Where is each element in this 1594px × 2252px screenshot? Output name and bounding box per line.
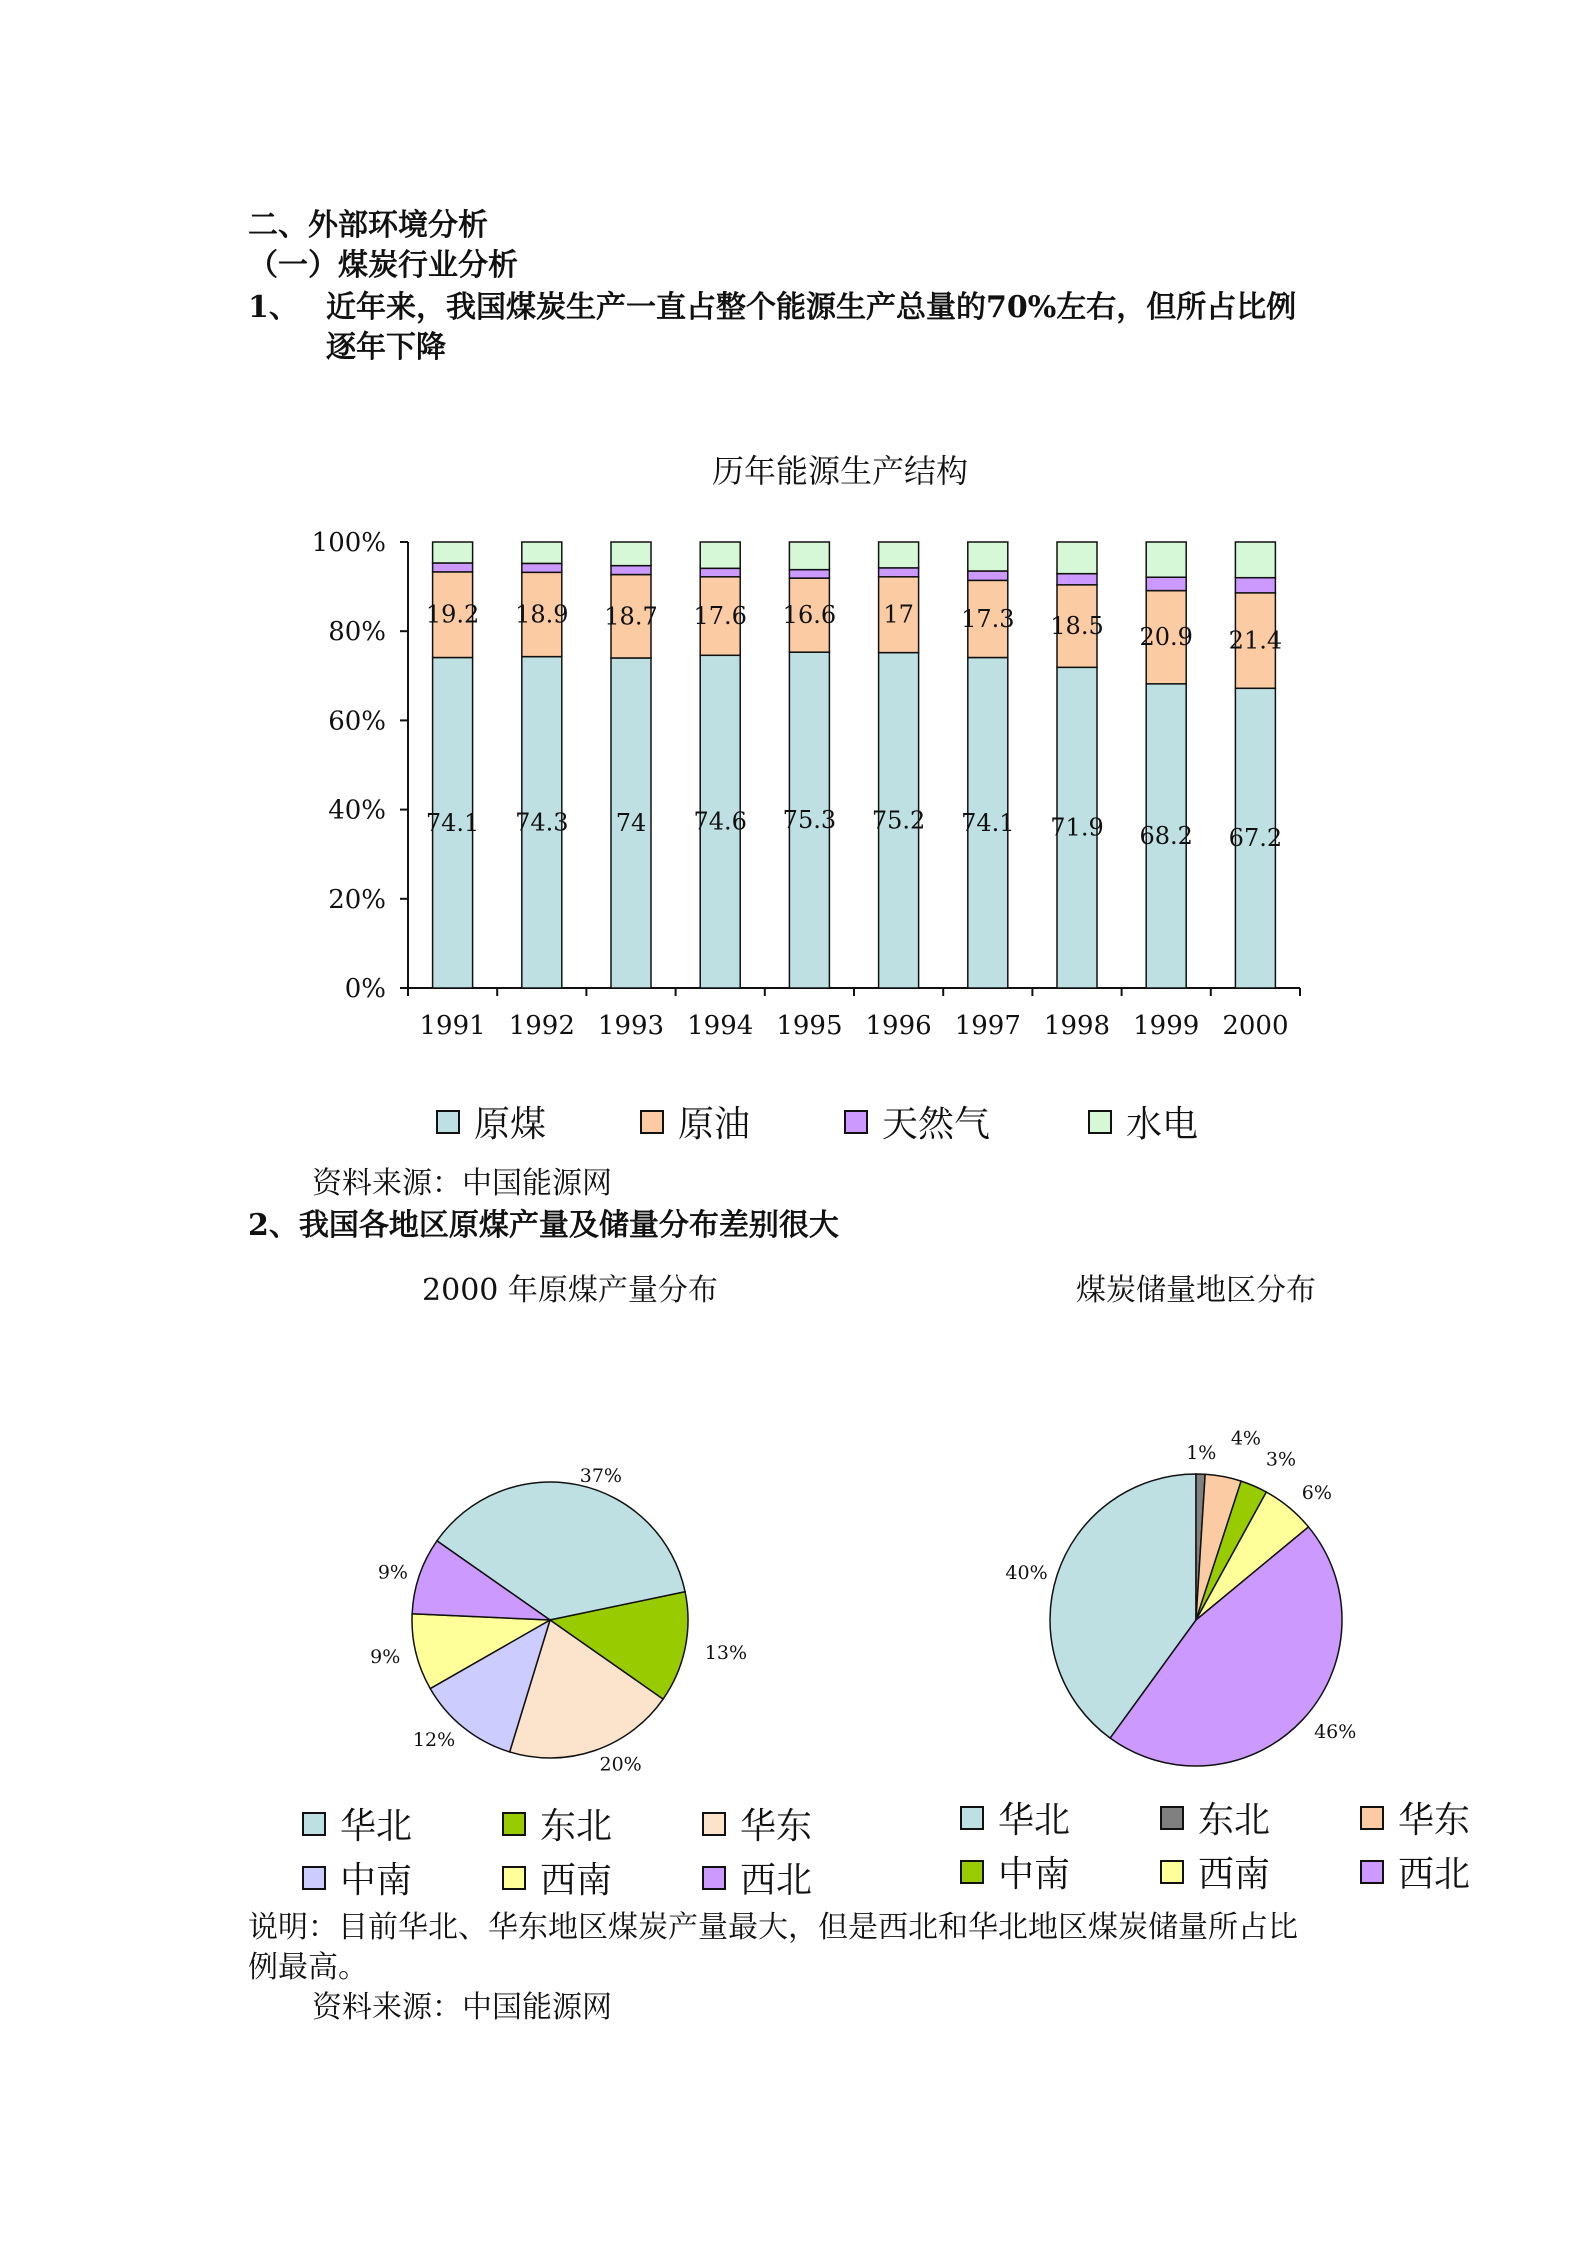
bar-data-label: 18.5 <box>1050 612 1104 641</box>
bar-data-label: 74 <box>615 808 647 837</box>
source-note-2: 资料来源：中国能源网 <box>312 1990 612 2025</box>
pie2-legend-dongbei <box>1160 1792 1270 1843</box>
bar-segment-天然气 <box>433 563 473 572</box>
pie-data-label: 46% <box>1314 1720 1357 1743</box>
legend-swatch-gas <box>844 1110 868 1134</box>
bar-segment-天然气 <box>1235 578 1275 593</box>
pie1-legend-swatch-huadong <box>702 1812 726 1836</box>
bar-segment-水电 <box>611 542 651 566</box>
legend-item-coal <box>436 1096 546 1147</box>
coal-production-pie-chart <box>300 1260 820 1800</box>
bar-segment-水电 <box>1057 542 1097 574</box>
pie1-legend-swatch-xinan <box>502 1866 526 1890</box>
pie-data-label: 4% <box>1230 1427 1262 1450</box>
pie1-legend-swatch-zhongnan <box>302 1866 326 1890</box>
x-tick-label: 1997 <box>954 1011 1021 1041</box>
bar-segment-水电 <box>700 542 740 568</box>
bar-data-label: 74.1 <box>425 808 480 837</box>
pie-data-label: 20% <box>599 1753 642 1776</box>
x-tick-labels <box>420 1011 1289 1041</box>
y-tick-label: 0% <box>344 974 386 1004</box>
pie2-legend-zhongnan <box>960 1846 1070 1897</box>
y-tick-label: 40% <box>328 795 386 826</box>
pie2-legend-label-xibei: 西北 <box>1398 1854 1471 1895</box>
bar-segment-天然气 <box>879 568 919 577</box>
bar-data-label: 16.6 <box>782 601 837 630</box>
pie1-legend-swatch-xibei <box>702 1866 726 1890</box>
x-tick-label: 1999 <box>1133 1011 1200 1041</box>
bar-segment-水电 <box>789 542 829 570</box>
pie2-slices <box>1050 1474 1342 1766</box>
bar-segment-天然气 <box>1146 577 1186 590</box>
note-line1: 说明：目前华北、华东地区煤炭产量最大，但是西北和华北地区煤炭储量所占比 <box>248 1910 1298 1945</box>
pie2-legend-label-huabei: 华北 <box>998 1800 1071 1841</box>
subsection-heading: （一）煤炭行业分析 <box>248 248 518 283</box>
legend-item-hydro <box>1088 1096 1198 1147</box>
pie1-legend-label-xibei: 西北 <box>740 1860 813 1901</box>
pie2-legend-swatch-dongbei <box>1160 1806 1184 1830</box>
pie2-legend-label-dongbei: 东北 <box>1198 1800 1271 1841</box>
bar-data-label: 18.9 <box>515 600 569 629</box>
pie2-legend-swatch-xibei <box>1360 1860 1384 1884</box>
pie1-legend-label-zhongnan: 中南 <box>340 1860 413 1901</box>
pie1-legend-xibei <box>702 1852 812 1903</box>
pie-data-label: 12% <box>412 1728 456 1751</box>
bar-segment-天然气 <box>522 563 562 572</box>
bar-data-label: 74.3 <box>515 808 569 837</box>
bar-segment-天然气 <box>789 570 829 578</box>
bar-data-label: 20.9 <box>1139 623 1193 652</box>
bar-data-label: 17.3 <box>961 604 1015 633</box>
bar-segment-水电 <box>1235 542 1275 578</box>
chart-title: 历年能源生产结构 <box>711 452 969 490</box>
pie2-title: 煤炭储量地区分布 <box>1076 1273 1316 1308</box>
bar-data-label: 74.6 <box>693 807 747 836</box>
bar-segment-天然气 <box>611 566 651 575</box>
x-tick-label: 1995 <box>776 1011 843 1041</box>
bar-data-label: 19.2 <box>425 600 480 629</box>
bar-data-label: 68.2 <box>1139 821 1193 850</box>
pie1-legend-zhongnan <box>302 1852 412 1903</box>
item1-number: 1、 <box>248 290 299 325</box>
pie-data-label: 13% <box>704 1641 748 1664</box>
pie1-legend-swatch-huabei <box>302 1812 326 1836</box>
item2-heading: 2、我国各地区原煤产量及储量分布差别很大 <box>248 1208 839 1243</box>
bar-data-label: 18.7 <box>604 602 658 631</box>
energy-structure-bar-chart <box>300 440 1320 1160</box>
pie1-title: 2000 年原煤产量分布 <box>422 1273 718 1308</box>
bar-segment-水电 <box>433 542 473 563</box>
pie-data-label: 1% <box>1186 1442 1217 1465</box>
pie1-legend-huabei <box>302 1798 412 1849</box>
legend-label-coal: 原煤 <box>474 1104 547 1145</box>
bar-data-label: 75.3 <box>782 806 837 835</box>
legend-item-oil <box>640 1096 750 1147</box>
legend-item-gas <box>844 1096 990 1147</box>
pie1-legend-label-dongbei: 东北 <box>540 1806 613 1847</box>
x-tick-label: 1994 <box>687 1011 754 1041</box>
bar-data-label: 67.2 <box>1228 824 1283 853</box>
pie1-legend-label-huadong: 华东 <box>740 1806 813 1847</box>
legend-swatch-hydro <box>1088 1110 1112 1134</box>
source-note-1: 资料来源：中国能源网 <box>312 1166 612 1201</box>
pie-data-label: 9% <box>370 1646 401 1669</box>
x-tick-label: 1998 <box>1043 1011 1111 1041</box>
pie1-legend-dongbei <box>502 1798 612 1849</box>
pie-data-label: 6% <box>1301 1482 1332 1505</box>
x-tick-label: 1993 <box>597 1011 665 1041</box>
item1-text-line1: 近年来，我国煤炭生产一直占整个能源生产总量的70%左右，但所占比例 <box>326 290 1297 325</box>
y-tick-label: 100% <box>311 528 386 558</box>
bar-segment-水电 <box>879 542 919 568</box>
bar-segment-水电 <box>1146 542 1186 577</box>
pie2-legend-label-zhongnan: 中南 <box>998 1854 1071 1895</box>
section-heading: 二、外部环境分析 <box>248 208 488 243</box>
pie-data-label: 40% <box>1005 1561 1048 1584</box>
pie2-legend-swatch-xinan <box>1160 1860 1184 1884</box>
y-tick-labels <box>312 528 386 1004</box>
bar-data-label: 17 <box>883 600 914 629</box>
pie-data-label: 37% <box>579 1465 622 1488</box>
legend-label-gas: 天然气 <box>882 1104 991 1145</box>
legend-label-oil: 原油 <box>678 1104 751 1145</box>
pie2-legend-xibei <box>1360 1846 1470 1897</box>
pie2-legend-xinan <box>1160 1846 1270 1897</box>
pie2-legend-swatch-zhongnan <box>960 1860 984 1884</box>
note-line2: 例最高。 <box>248 1950 368 1985</box>
pie2-legend-swatch-huabei <box>960 1806 984 1830</box>
pie2-legend-label-huadong: 华东 <box>1398 1800 1471 1841</box>
pie1-legend-huadong <box>702 1798 812 1849</box>
pie-data-label: 9% <box>377 1561 409 1584</box>
x-tick-label: 1996 <box>865 1011 932 1041</box>
y-tick-label: 60% <box>328 706 386 737</box>
x-tick-label: 2000 <box>1222 1011 1289 1041</box>
legend-label-hydro: 水电 <box>1126 1104 1199 1145</box>
pie1-legend-label-xinan: 西南 <box>540 1860 613 1901</box>
legend-swatch-coal <box>436 1110 460 1134</box>
bar-segment-天然气 <box>968 571 1008 580</box>
pie2-legend-swatch-huadong <box>1360 1806 1384 1830</box>
pie1-legend-swatch-dongbei <box>502 1812 526 1836</box>
coal-reserves-pie-chart <box>990 1260 1430 1800</box>
bar-data-label: 17.6 <box>693 602 747 631</box>
x-tick-label: 1992 <box>508 1011 575 1041</box>
pie1-legend-xinan <box>502 1852 612 1903</box>
item1-text-line2: 逐年下降 <box>326 330 446 365</box>
pie2-legend-huadong <box>1360 1792 1470 1843</box>
pie2-legend-label-xinan: 西南 <box>1198 1854 1271 1895</box>
pie1-legend-label-huabei: 华北 <box>340 1806 413 1847</box>
y-tick-label: 80% <box>328 617 386 648</box>
bar-data-label: 21.4 <box>1228 626 1283 655</box>
bar-segment-水电 <box>968 542 1008 571</box>
pie2-legend-huabei <box>960 1792 1070 1843</box>
y-tick-label: 20% <box>328 884 386 915</box>
bar-data-label: 75.2 <box>871 806 926 835</box>
bar-data-label: 74.1 <box>961 808 1015 837</box>
bar-segment-天然气 <box>1057 574 1097 585</box>
bar-segment-天然气 <box>700 568 740 576</box>
pie1-slices <box>412 1482 688 1758</box>
x-tick-label: 1991 <box>419 1011 486 1041</box>
legend-swatch-oil <box>640 1110 664 1134</box>
pie-data-label: 3% <box>1265 1448 1297 1471</box>
bar-segment-水电 <box>522 542 562 563</box>
bar-data-label: 71.9 <box>1050 813 1104 842</box>
